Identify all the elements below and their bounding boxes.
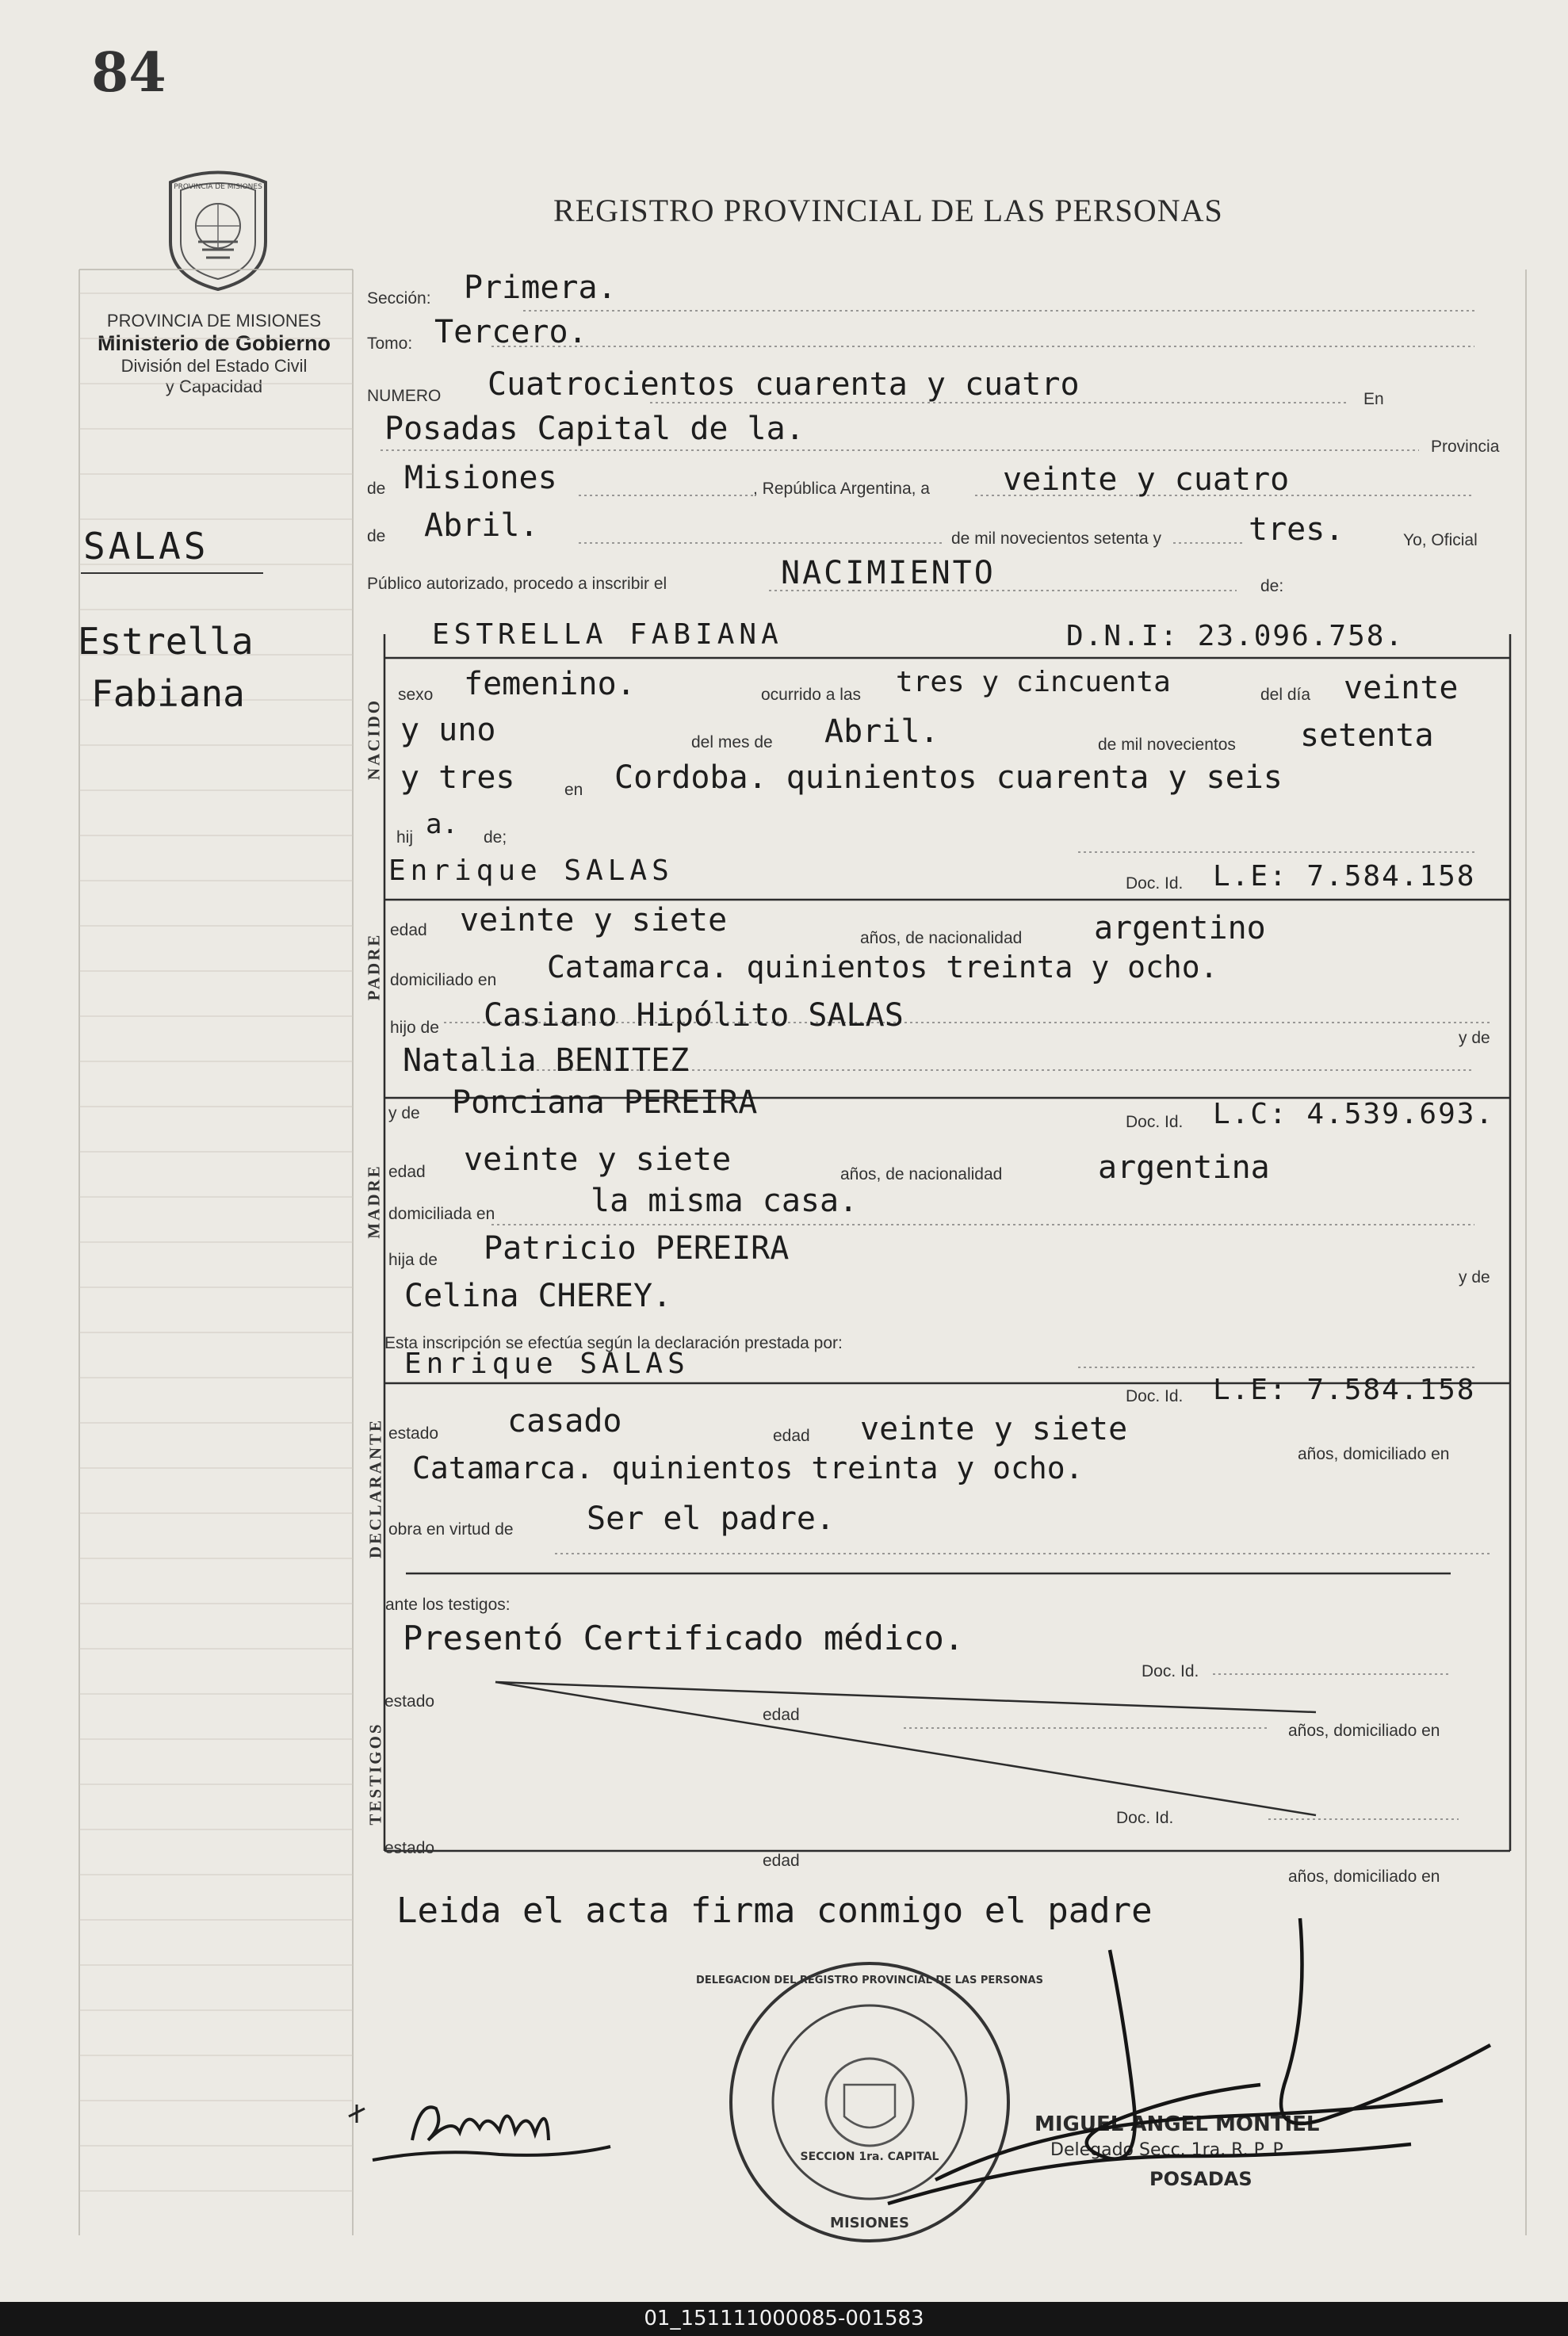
padre-domicilio: Catamarca. quinientos treinta y ocho. [547, 950, 1218, 984]
madre-nombre: Ponciana PEREIRA [452, 1084, 758, 1121]
padre-yde-label: y de [1459, 1029, 1490, 1047]
dia-part2: y uno [400, 712, 496, 748]
testigo2-estado-label: estado [384, 1839, 435, 1857]
dia-value: veinte y cuatro [1003, 461, 1290, 498]
testigo2-doc-label: Doc. Id. [1116, 1809, 1174, 1827]
seal-text: PROVINCIA DE MISIONES [174, 183, 262, 191]
madre-dom-label: domiciliada en [388, 1205, 495, 1223]
stamp-inner-text: SECCION 1ra. CAPITAL [800, 2151, 939, 2163]
nacido-nombre: ESTRELLA FABIANA [432, 618, 783, 651]
testigos-doc-label: Doc. Id. [1142, 1662, 1199, 1680]
padre-doc-label: Doc. Id. [1126, 874, 1184, 893]
tomo-label: Tomo: [367, 335, 413, 353]
declarante-edad: veinte y siete [860, 1411, 1128, 1447]
anio-part1: setenta [1300, 717, 1434, 754]
padre-dom-label: domiciliado en [390, 971, 497, 989]
officer-name: MIGUEL ANGEL MONTIEL [1034, 2112, 1320, 2136]
nacido-mes: Abril. [824, 713, 939, 750]
declarant-signature [341, 2085, 642, 2180]
del-dia-label: del día [1260, 686, 1311, 704]
republica-label: , República Argentina, a [753, 480, 930, 498]
madre-hija-label: hija de [388, 1251, 438, 1269]
agency-division: División del Estado Civil [120, 356, 308, 376]
padre-madre-de: Natalia BENITEZ [403, 1042, 690, 1079]
padre-nacionalidad: argentino [1094, 910, 1266, 946]
madre-doc: L.C: 4.539.693. [1213, 1098, 1495, 1130]
declarante-section-label: DECLARANTE [365, 1417, 385, 1559]
padre-nac-label: años, de nacionalidad [860, 929, 1023, 947]
image-id-footer: 01_151111000085-001583 [0, 2302, 1568, 2336]
padre-section-label: PADRE [364, 932, 384, 1001]
anio-value: tres. [1249, 511, 1344, 548]
madre-section-label: MADRE [364, 1164, 384, 1239]
testigo1-edad-label: edad [763, 1706, 800, 1724]
hij-label: hij [396, 828, 414, 847]
padre-edad-label: edad [390, 921, 427, 939]
padre-edad: veinte y siete [460, 902, 728, 939]
declarante-doc: L.E: 7.584.158 [1213, 1374, 1476, 1406]
dia-part1: veinte [1344, 670, 1459, 706]
agency-ministry: Ministerio de Gobierno [97, 331, 331, 355]
anio-label: de mil novecientos setenta y [951, 530, 1161, 548]
margin-surname: SALAS [83, 525, 209, 568]
testigos-cierre: Leida el acta firma conmigo el padre [396, 1891, 1153, 1931]
de3-label: de: [1260, 577, 1284, 595]
margin-given-name-2: Fabiana [91, 672, 245, 715]
anio-part2: y tres [400, 759, 515, 796]
officer-city: POSADAS [1149, 2168, 1252, 2190]
testigo2-edad-label: edad [763, 1852, 800, 1870]
de-label: de [367, 480, 386, 498]
padre-doc: L.E: 7.584.158 [1213, 860, 1476, 893]
hij-de-label: de; [484, 828, 507, 847]
numero-value: Cuatrocientos cuarenta y cuatro [488, 366, 1080, 403]
madre-nac-label: años, de nacionalidad [840, 1165, 1003, 1183]
en-label: En [1363, 390, 1384, 408]
declarante-dom-label: años, domiciliado en [1298, 1445, 1450, 1463]
seccion-label: Sección: [367, 289, 431, 308]
mes-value: Abril. [424, 507, 539, 544]
publico-label: Público autorizado, procedo a inscribir el [367, 575, 667, 593]
officer-role: Delegado Secc. 1ra. R. P. P. [1050, 2140, 1287, 2160]
provincia-value: Misiones [404, 460, 557, 496]
officer-signature [888, 1918, 1490, 2251]
testigos-nota: Presentó Certificado médico. [403, 1619, 965, 1657]
madre-yde2-label: y de [1459, 1268, 1490, 1287]
declarante-estado: casado [507, 1403, 622, 1439]
padre-hijo-label: hijo de [390, 1019, 439, 1037]
testigo1-dom-label: años, domiciliado en [1288, 1722, 1440, 1740]
declarante-domicilio: Catamarca. quinientos treinta y ocho. [412, 1451, 1084, 1485]
testigo2-dom-label: años, domiciliado en [1288, 1868, 1440, 1886]
agency-capacity: y Capacidad [165, 377, 263, 396]
seccion-value: Primera. [464, 270, 617, 306]
en-lugar-label: en [564, 781, 583, 799]
hora-value: tres y cincuenta [896, 666, 1171, 698]
tomo-value: Tercero. [434, 314, 587, 350]
madre-padre-de: Patricio PEREIRA [484, 1230, 790, 1267]
madre-yde-label: y de [388, 1104, 420, 1122]
oficial-label: Yo, Oficial [1403, 531, 1478, 549]
declarante-nombre: Enrique SALAS [404, 1348, 690, 1380]
madre-edad: veinte y siete [464, 1141, 732, 1178]
ocurrido-label: ocurrido a las [761, 686, 862, 704]
padre-nombre: Enrique SALAS [388, 854, 674, 887]
testigos-ante-label: ante los testigos: [385, 1596, 511, 1614]
declarante-obra: Ser el padre. [587, 1501, 836, 1537]
hij-value: a. [426, 809, 458, 840]
madre-edad-label: edad [388, 1163, 426, 1181]
document-title: REGISTRO PROVINCIAL DE LAS PERSONAS [553, 193, 1223, 228]
declarante-edad-label: edad [773, 1427, 810, 1445]
provincia-label: Provincia [1431, 438, 1500, 456]
lugar-value: Posadas Capital de la. [384, 411, 805, 447]
declarante-obra-label: obra en virtud de [388, 1520, 514, 1539]
testigo1-estado-label: estado [384, 1692, 435, 1711]
declarante-doc-label: Doc. Id. [1126, 1387, 1184, 1405]
mes-label: del mes de [691, 733, 773, 751]
numero-label: NUMERO [367, 387, 442, 405]
tipo-value: NACIMIENTO [781, 555, 996, 591]
madre-nacionalidad: argentina [1098, 1149, 1270, 1186]
madre-madre-de: Celina CHEREY. [404, 1278, 672, 1314]
testigos-section-label: TESTIGOS [365, 1722, 385, 1826]
sexo-label: sexo [398, 686, 434, 704]
agency-province: PROVINCIA DE MISIONES [106, 311, 322, 331]
stamp-bottom-text: MISIONES [830, 2215, 909, 2231]
de2-label: de [367, 527, 386, 545]
madre-domicilio: la misma casa. [591, 1183, 859, 1219]
sexo-value: femenino. [464, 666, 636, 702]
declarante-intro: Esta inscripción se efectúa según la declaración prestada por: [384, 1334, 843, 1352]
margin-surname-underline [81, 572, 263, 574]
nacido-lugar: Cordoba. quinientos cuarenta y seis [614, 759, 1283, 796]
page-number: 84 [91, 41, 166, 105]
stamp-ring-text: DELEGACION DEL REGISTRO PROVINCIAL DE LAS PERSONAS [696, 1975, 1043, 1986]
padre-padre-de: Casiano Hipólito SALAS [484, 997, 904, 1034]
nacido-section-label: NACIDO [364, 698, 384, 781]
madre-doc-label: Doc. Id. [1126, 1113, 1184, 1131]
nacido-dni: D.N.I: 23.096.758. [1066, 620, 1405, 652]
declarante-estado-label: estado [388, 1424, 439, 1443]
margin-given-name-1: Estrella [78, 620, 254, 663]
mil-label: de mil novecientos [1098, 736, 1236, 754]
